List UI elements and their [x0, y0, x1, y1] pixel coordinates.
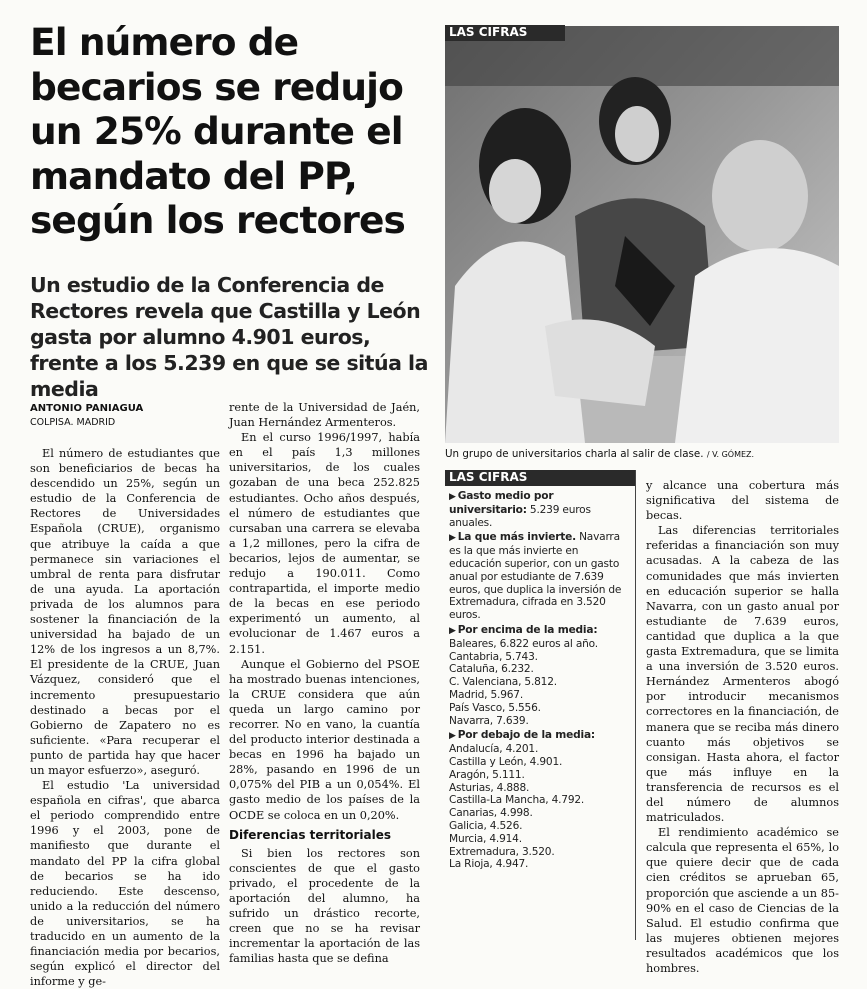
list-item: Aragón, 5.111. [449, 768, 525, 781]
news-photo [445, 26, 839, 443]
paragraph: Si bien los rectores son conscientes de que el gasto privado, el procedente de la aportación del alumno, ha sufrido un drástico recorte, creen que no se ha revisar incrementar la aportación de las familias hasta que se defina [229, 846, 420, 966]
figures-label: La que más invierte. [457, 531, 576, 544]
arrow-icon: ▶ [449, 492, 456, 502]
list-item: Galicia, 4.526. [449, 819, 523, 832]
arrow-icon: ▶ [449, 533, 456, 544]
figures-box-body [449, 490, 633, 871]
paragraph: Aunque el Gobierno del PSOE ha mostrado buenas intenciones, la CRUE considera que aún queda un largo camino por recorrer. No en vano, la cuantía del producto interior destinada a becas en 1996 ha bajado un 28%, pasando en 1996 de un 0,075% del PIB a un 0,054%. El gasto medio de los países de la OCDE se coloca en un 0,20%. [229, 657, 420, 822]
subtitle: Un estudio de la Conferencia de Rectores revela que Castilla y León gasta por alumno 4.901 euros, frente a los 5.239 en que se sitúa la media [30, 273, 428, 401]
arrow-icon: ▶ [449, 731, 456, 742]
figures-text: Navarra es la que más invierte en educación superior, con un gasto anual por estudiante de 7.639 euros, que duplica la inversión de Extremadura, cifrada en 3.520 euros. [449, 531, 622, 622]
list-item: C. Valenciana, 5.812. [449, 676, 557, 689]
article-column-4 [646, 478, 839, 975]
figures-box [445, 470, 636, 940]
list-item: Navarra, 7.639. [449, 714, 529, 727]
list-item: La Rioja, 4.947. [449, 858, 529, 871]
byline-agency: COLPISA. MADRID [30, 417, 116, 428]
list-item: Madrid, 5.967. [449, 688, 524, 701]
list-item: Asturias, 4.888. [449, 781, 530, 794]
caption-text: Un grupo de universitarios charla al salir de clase. [445, 448, 704, 460]
paragraph: y alcance una cobertura más significativa del sistema de becas. [646, 479, 839, 523]
list-item: País Vasco, 5.556. [449, 701, 541, 714]
article-column-2 [229, 400, 420, 966]
article-column-1 [30, 446, 220, 989]
photo-caption [445, 448, 845, 461]
list-item: Cataluña, 6.232. [449, 663, 534, 676]
figures-box-title: LAS CIFRAS [445, 470, 635, 486]
arrow-icon: ▶ [449, 625, 456, 636]
figures-label: Por debajo de la media: [457, 729, 595, 742]
figures-text: 5.239 euros anuales. [449, 503, 591, 529]
list-item: Castilla-La Mancha, 4.792. [449, 794, 585, 807]
list-item: Andalucía, 4.201. [449, 743, 539, 756]
list-item: Castilla y León, 4.901. [449, 755, 563, 768]
figures-label: Por encima de la media: [457, 623, 598, 636]
paragraph: En el curso 1996/1997, había en el país 1,3 millones universitarios, de los cuales gozaban de una beca 252.825 estudiantes. Ocho años después, el número de estudiantes que cursaban una carrera se elevaba a 1,2 millones, pero la cifra de becarios, lejos de aumentar, se redujo a 190.011. Como contrapartida, el importe medio de la becas en ese periodo experimentó un aumento, al evolucionar de 1.467 euros a 2.151. [229, 431, 420, 656]
byline [30, 402, 220, 429]
list-item: Canarias, 4.998. [449, 807, 533, 820]
paragraph: El rendimiento académico se calcula que representa el 65%, lo que quiere decir que de cada cien créditos se aprueban 65, proporción que asciende a un 85-90% en el caso de Ciencias de la Salud. El estudio confirma que las mujeres obtienen mejores resultados académicos que los hombres. [646, 826, 839, 975]
headline: El número de becarios se redujo un 25% durante el mandato del PP, según los rectores [30, 20, 405, 242]
list-item: Baleares, 6.822 euros al año. [449, 637, 598, 650]
paragraph: El número de estudiantes que son beneficiarios de becas ha descendido un 25%, según un estudio de la Conferencia de Rectores de Universidades Española (CRUE), organismo que atribuye la caída a que permanece sin variaciones el umbral de renta para disfrutar de una ayuda. La aportación privada de los alumnos para sostener la financiación de la universidad ha bajado de un 12% de los ingresos a un 8,7%. El presidente de la CRUE, Juan Vázquez, consideró que el incremento presupuestario destinado a becas por el Gobierno de Zapatero no es suficiente. «Para recuperar el punto de partida hay que hacer un mayor esfuerzo», aseguró. [30, 447, 220, 777]
figures-gasto-medio [449, 490, 633, 529]
figures-mas-invierte [449, 531, 633, 622]
photo-students-image [445, 26, 839, 443]
byline-author: ANTONIO PANIAGUA [30, 403, 144, 414]
paragraph: El estudio 'La universidad española en cifras', que abarca el periodo comprendido entre 1996 y el 2003, pone de manifiesto que durante el mandato del PP la cifra global de becarios se ha ido reduciendo. Este descenso, unido a la reducción del número de universitarios, se ha traducido en un aumento de la financiación media por becarios, según explicó el director del informe y ge- [30, 779, 220, 989]
figures-por-debajo [449, 729, 633, 871]
photo-section-band: LAS CIFRAS [445, 25, 565, 41]
figures-por-encima [449, 624, 633, 727]
caption-credit: / V. GÓMEZ. [706, 450, 755, 459]
figures-label: Gasto medio por universitario: [449, 490, 554, 516]
list-item: Extremadura, 3.520. [449, 845, 555, 858]
paragraph: Las diferencias territoriales referidas a financiación son muy acusadas. A la cabeza de las comunidades que más invierten en educación superior se halla Navarra, con un gasto anual por estudiante de 7.639 euros, cantidad que duplica a la que gasta Extremadura, que se limita a una inversión de 3.520 euros. Hernández Armenteros abogó por introducir mecanismos correctores en la financiación, de manera que se reciba más dinero cuanto más objetivos se consigan. Hasta ahora, el factor que más influye en la transferencia de recursos es el del número de alumnos matriculados. [646, 524, 839, 825]
paragraph: rente de la Universidad de Jaén, Juan Hernández Armenteros. [229, 401, 420, 430]
list-item: Cantabria, 5.743. [449, 650, 538, 663]
list-item: Murcia, 4.914. [449, 832, 522, 845]
section-subhead: Diferencias territoriales [229, 827, 392, 842]
